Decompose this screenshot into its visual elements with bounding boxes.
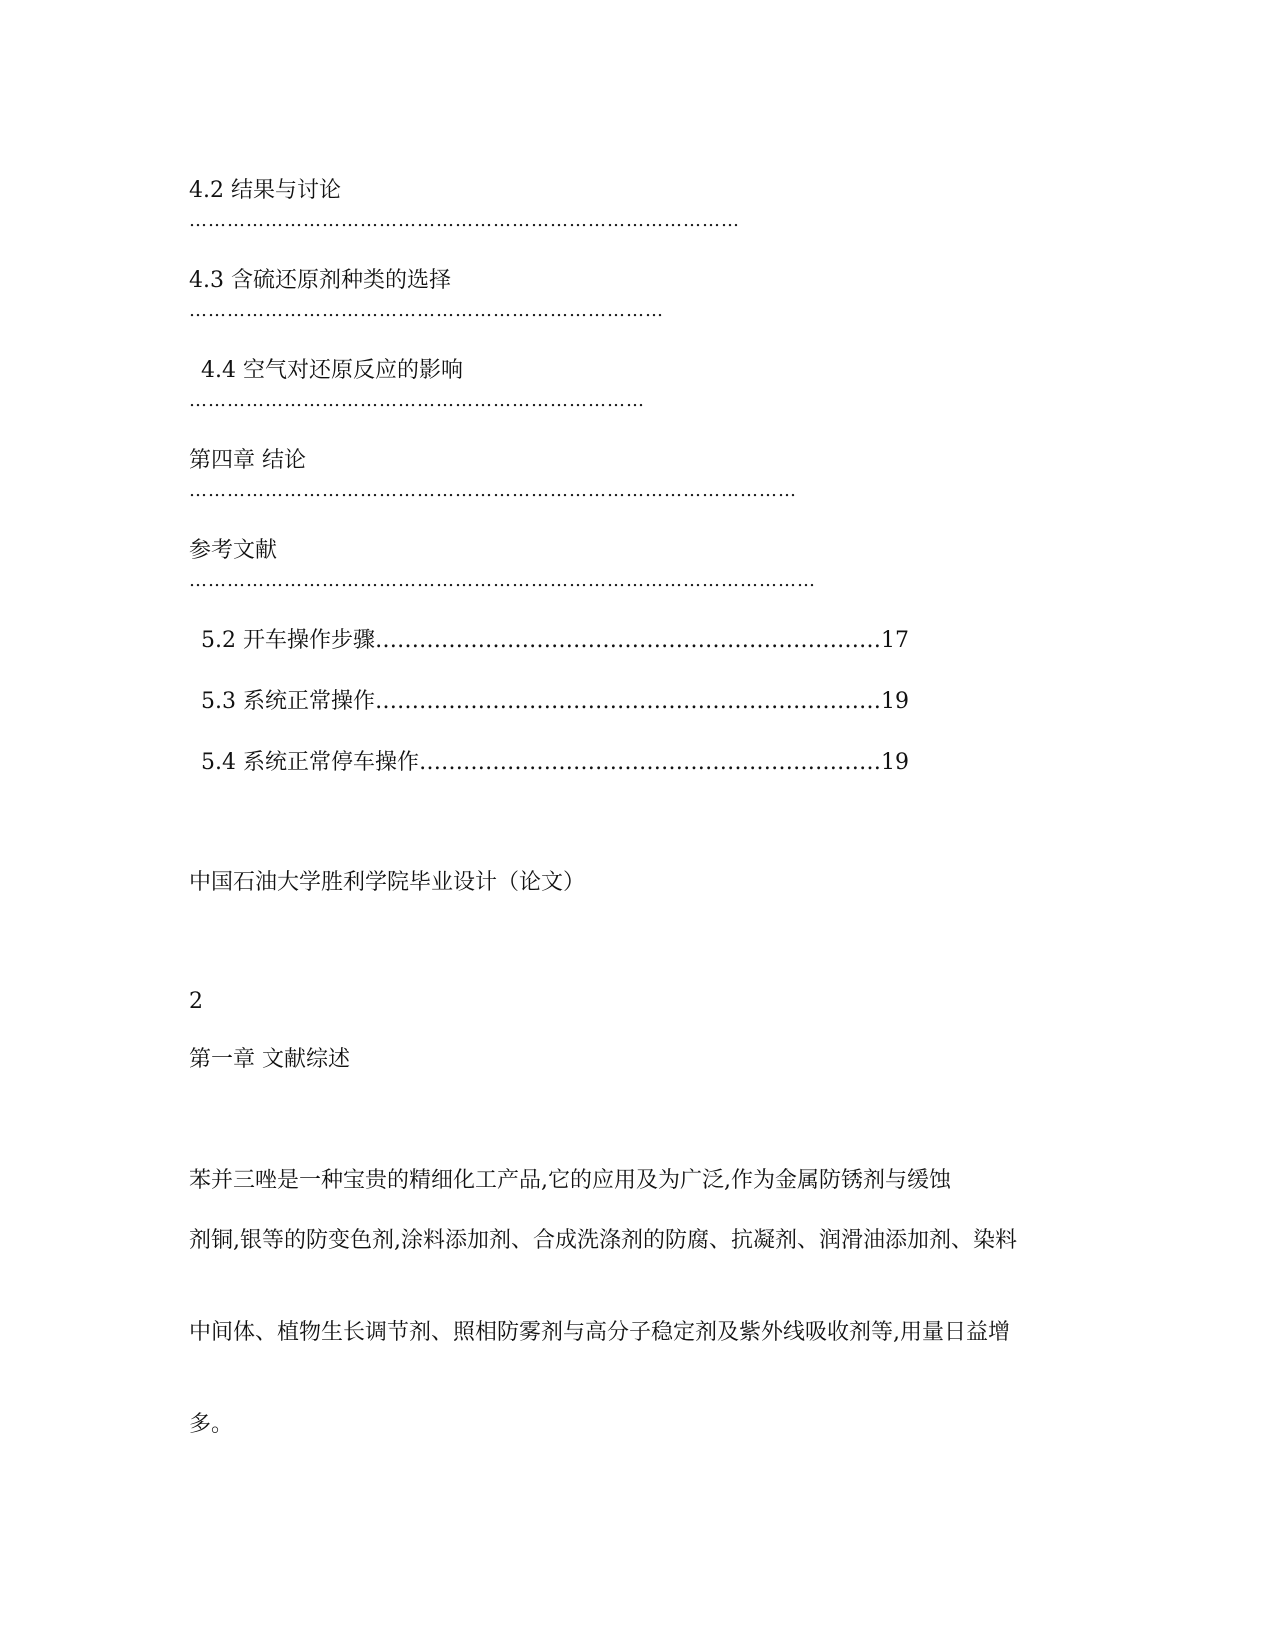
toc-subentry: 5.2 开车操作步骤……………………………………………………………17 (201, 628, 909, 653)
toc-dot-leader: ……………………………………………………………………………………… (189, 570, 816, 591)
toc-dot-leader: ……………………………………………………………… (189, 390, 645, 411)
chapter-title: 第一章 文献综述 (189, 1047, 350, 1072)
body-paragraph: 剂铜,银等的防变色剂,涂料添加剂、合成洗涤剂的防腐、抗凝剂、润滑油添加剂、染料 (189, 1228, 1017, 1253)
toc-dot-leader: …………………………………………………………………………………… (189, 480, 797, 501)
body-paragraph: 多。 (189, 1412, 234, 1437)
toc-entry-title: 第四章 结论 (189, 448, 306, 473)
page-number: 2 (189, 989, 203, 1014)
toc-entry-title: 4.3 含硫还原剂种类的选择 (189, 268, 451, 293)
toc-dot-leader: ………………………………………………………………… (189, 300, 664, 321)
toc-dot-leader: …………………………………………………………………………… (189, 210, 740, 231)
toc-entry-title: 4.4 空气对还原反应的影响 (201, 358, 463, 383)
toc-subentry: 5.4 系统正常停车操作………………………………………………………19 (201, 750, 909, 775)
toc-entry-title: 参考文献 (189, 538, 278, 563)
toc-subentry: 5.3 系统正常操作……………………………………………………………19 (201, 689, 909, 714)
body-paragraph: 苯并三唑是一种宝贵的精细化工产品,它的应用及为广泛,作为金属防锈剂与缓蚀 (189, 1168, 951, 1193)
toc-entry-title: 4.2 结果与讨论 (189, 178, 341, 203)
running-title: 中国石油大学胜利学院毕业设计（论文） (189, 870, 586, 895)
body-paragraph: 中间体、植物生长调节剂、照相防雾剂与高分子稳定剂及紫外线吸收剂等,用量日益增 (189, 1320, 1010, 1345)
